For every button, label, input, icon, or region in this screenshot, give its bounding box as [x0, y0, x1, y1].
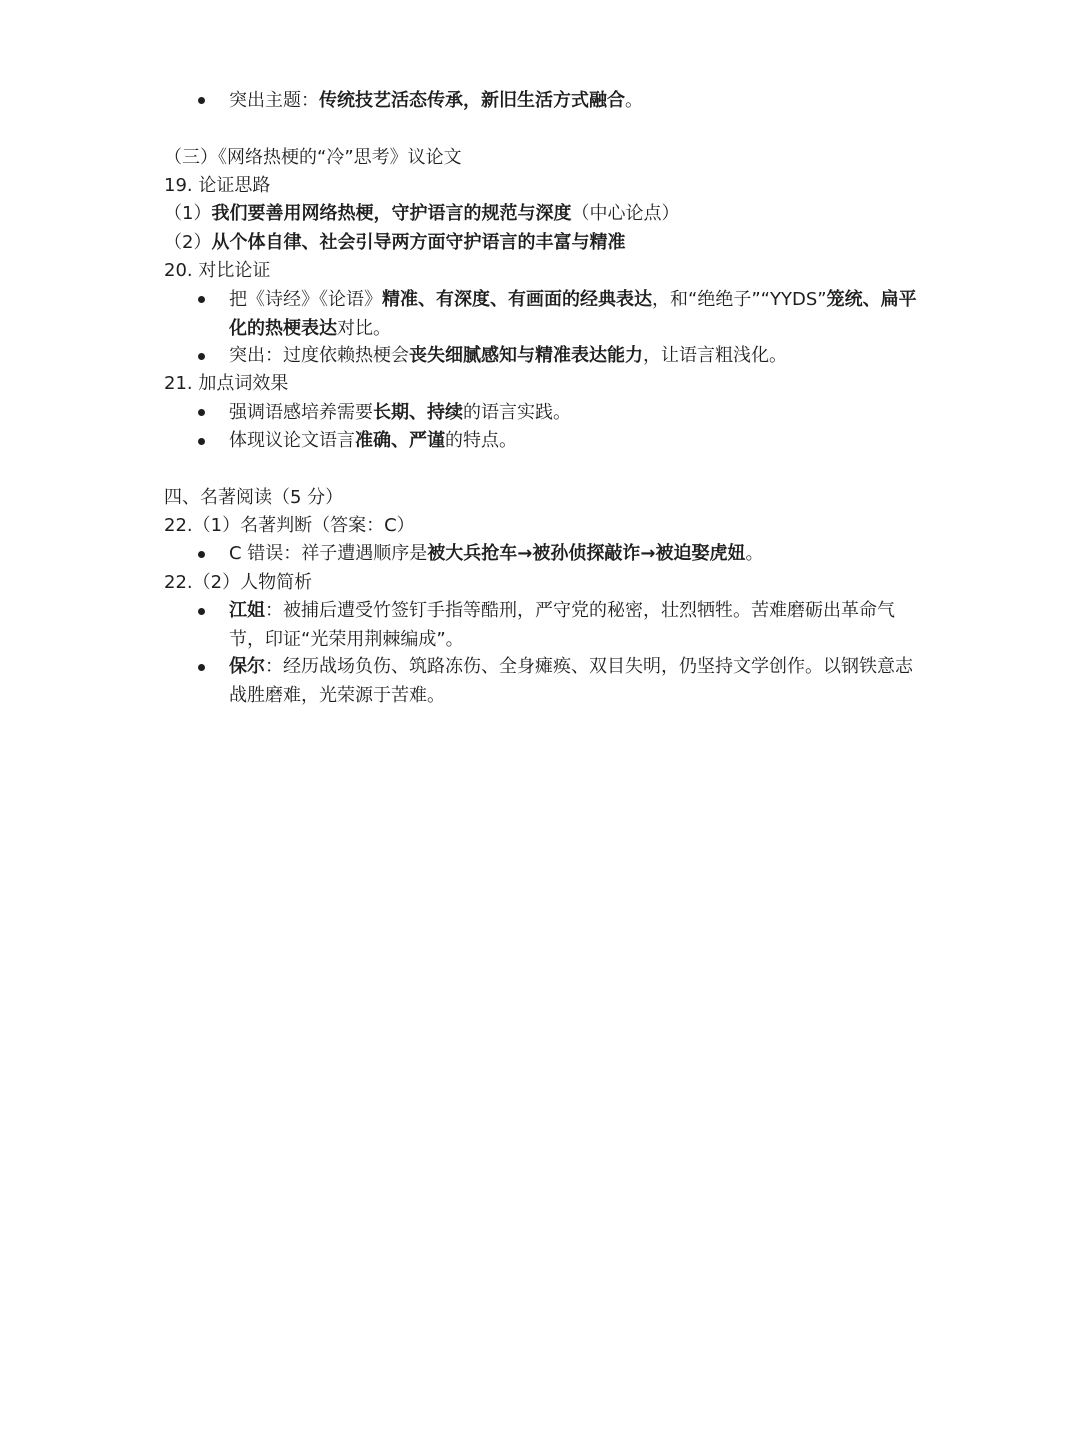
q20-bullet-1: 把《诗经》《论语》精准、有深度、有画面的经典表达，和“绝绝子”“YYDS”笼统、扁平化的热梗表达对比。	[229, 289, 917, 339]
bullet-icon	[198, 551, 205, 558]
bullet-icon	[198, 608, 205, 615]
q19-point-1: （1）我们要善用网络热梗，守护语言的规范与深度（中心论点）	[164, 203, 680, 224]
q22-2-bullet-1: 江姐：被捕后遭受竹签钉手指等酷刑，严守党的秘密，壮烈牺牲。苦难磨砺出革命气节，印证“光荣用荆棘编成”。	[229, 600, 895, 650]
bullet-icon	[198, 409, 205, 416]
q22-2-heading: 22.（2）人物简析	[164, 572, 313, 593]
q22-1-bullet-1: C 错误：祥子遭遇顺序是被大兵抢车→被孙侦探敲诈→被迫娶虎妞。	[229, 543, 764, 564]
bullet-icon	[198, 97, 205, 104]
q19-heading: 19. 论证思路	[164, 175, 271, 196]
top-bullet-text: 突出主题：传统技艺活态传承，新旧生活方式融合。	[229, 90, 643, 111]
q21-heading: 21. 加点词效果	[164, 373, 289, 394]
section3-title: （三）《网络热梗的“冷”思考》议论文	[164, 147, 462, 168]
bullet-icon	[198, 353, 205, 360]
q21-bullet-2: 体现议论文语言准确、严谨的特点。	[229, 430, 517, 451]
q22-2-bullet-2: 保尔：经历战场负伤、筑路冻伤、全身瘫痪、双目失明，仍坚持文学创作。以钢铁意志战胜磨难，光荣源于苦难。	[229, 656, 913, 706]
bullet-icon	[198, 664, 205, 671]
q20-heading: 20. 对比论证	[164, 260, 271, 281]
q21-bullet-1: 强调语感培养需要长期、持续的语言实践。	[229, 402, 571, 423]
bullet-icon	[198, 296, 205, 303]
bullet-icon	[198, 438, 205, 445]
q20-bullet-2: 突出：过度依赖热梗会丧失细腻感知与精准表达能力，让语言粗浅化。	[229, 345, 787, 366]
section4-title: 四、名著阅读（5 分）	[164, 487, 344, 508]
q19-point-2: （2）从个体自律、社会引导两方面守护语言的丰富与精准	[164, 232, 626, 253]
q22-1-heading: 22.（1）名著判断（答案：C）	[164, 515, 415, 536]
